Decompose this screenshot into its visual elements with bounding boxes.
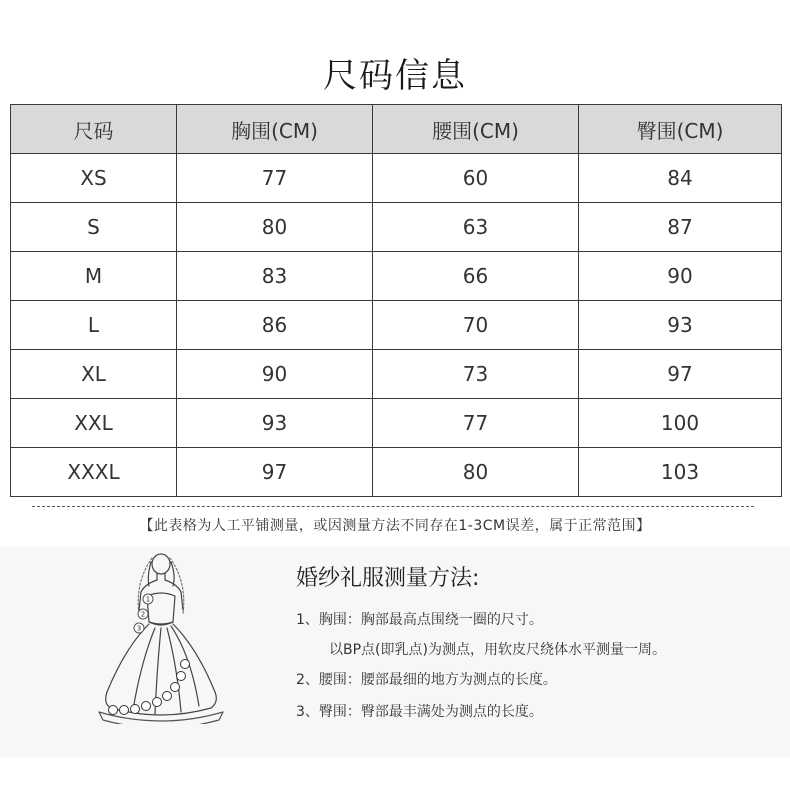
cell-waist: 73 [373, 350, 579, 399]
table-row [11, 399, 782, 448]
table-row [11, 252, 782, 301]
cell-bust: 83 [177, 252, 373, 301]
cell-bust: 80 [177, 203, 373, 252]
cell-waist: 70 [373, 301, 579, 350]
cell-waist: 63 [373, 203, 579, 252]
step-bust: 1、胸围：胸部最高点围绕一圈的尺寸。 [296, 612, 543, 628]
cell-hip: 90 [579, 252, 782, 301]
cell-hip: 84 [579, 154, 782, 203]
header-size: 尺码 [11, 105, 177, 154]
cell-bust: 77 [177, 154, 373, 203]
table-row [11, 154, 782, 203]
cell-hip: 93 [579, 301, 782, 350]
cell-hip: 103 [579, 448, 782, 497]
cell-size: XS [11, 154, 177, 203]
cell-size: L [11, 301, 177, 350]
marker-1: 1 [145, 595, 151, 604]
marker-2: 2 [140, 610, 146, 619]
measurement-note: 【此表格为人工平铺测量，或因测量方法不同存在1-3CM误差，属于正常范围】 [139, 518, 651, 534]
table-row [11, 448, 782, 497]
page-title: 尺码信息 [323, 56, 467, 96]
cell-size: XXL [11, 399, 177, 448]
wedding-dress-icon [85, 552, 235, 724]
cell-hip: 100 [579, 399, 782, 448]
cell-size: M [11, 252, 177, 301]
marker-3: 3 [136, 624, 142, 633]
table-row [11, 301, 782, 350]
dashed-divider [32, 506, 754, 507]
cell-size: XL [11, 350, 177, 399]
table-row [11, 350, 782, 399]
method-title: 婚纱礼服测量方法: [296, 566, 480, 591]
cell-bust: 93 [177, 399, 373, 448]
cell-waist: 77 [373, 399, 579, 448]
cell-bust: 90 [177, 350, 373, 399]
step-hip: 3、臀围：臀部最丰满处为测点的长度。 [296, 704, 543, 720]
header-bust: 胸围(CM) [177, 105, 373, 154]
cell-size: XXXL [11, 448, 177, 497]
cell-size: S [11, 203, 177, 252]
table-row [11, 203, 782, 252]
header-hip: 臀围(CM) [579, 105, 782, 154]
table-header-row [11, 105, 782, 154]
cell-bust: 97 [177, 448, 373, 497]
cell-waist: 60 [373, 154, 579, 203]
cell-bust: 86 [177, 301, 373, 350]
size-table [10, 104, 782, 497]
cell-waist: 66 [373, 252, 579, 301]
cell-hip: 87 [579, 203, 782, 252]
cell-hip: 97 [579, 350, 782, 399]
step-waist: 2、腰围：腰部最细的地方为测点的长度。 [296, 672, 557, 688]
header-waist: 腰围(CM) [373, 105, 579, 154]
step-bust-detail: 以BP点(即乳点)为测点，用软皮尺绕体水平测量一周。 [329, 642, 666, 658]
cell-waist: 80 [373, 448, 579, 497]
